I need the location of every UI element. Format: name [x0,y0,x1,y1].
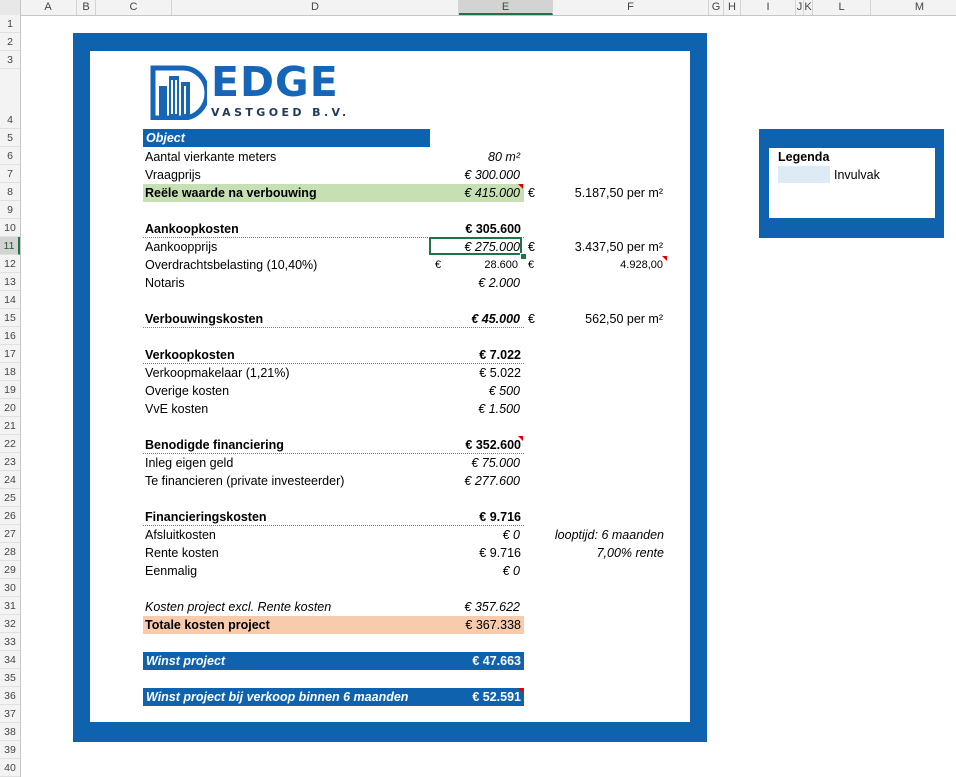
rente-percentage[interactable]: 7,00% rente [596,546,664,560]
column-header-d[interactable]: D [172,0,459,15]
aankoopkosten-total: € 305.600 [465,222,521,236]
row-header-27[interactable]: 27 [0,525,20,543]
column-header-bar [0,0,956,16]
fill-handle[interactable] [520,253,527,260]
verbouwingskosten-total[interactable]: € 45.000 [471,312,520,326]
aankoopprijs-per-m2: 3.437,50 per m² [574,240,663,254]
column-header-f[interactable]: F [553,0,709,15]
aankoopprijs-label: Aankoopprijs [145,240,218,254]
row-header-12[interactable]: 12 [0,255,20,273]
row-header-21[interactable]: 21 [0,417,20,435]
row-header-3[interactable]: 3 [0,51,20,69]
comment-indicator[interactable] [518,184,523,189]
logo [149,58,361,122]
comment-indicator[interactable] [662,256,667,261]
column-header-a[interactable]: A [20,0,77,15]
vve-value[interactable]: € 1.500 [478,402,520,416]
row-header-8[interactable]: 8 [0,183,20,201]
row-header-28[interactable]: 28 [0,543,20,561]
excl-rente-label: Kosten project excl. Rente kosten [145,600,332,614]
row-header-36[interactable]: 36 [0,687,20,705]
row-header-17[interactable]: 17 [0,345,20,363]
row-header-34[interactable]: 34 [0,651,20,669]
looptijd[interactable]: looptijd: 6 maanden [554,528,664,542]
column-header-c[interactable]: C [96,0,172,15]
notaris-label: Notaris [145,276,185,290]
row-header-6[interactable]: 6 [0,147,20,165]
object-header-bar [143,129,430,147]
row-header-2[interactable]: 2 [0,33,20,51]
column-header-m[interactable]: M [871,0,956,15]
vraagprijs-value[interactable]: € 300.000 [464,168,520,182]
column-header-e[interactable]: E [459,0,553,15]
ovb-currency: € [435,259,442,271]
m2-label: Aantal vierkante meters [145,150,277,164]
reele-waarde-value[interactable]: € 415.000 [464,186,520,200]
row-header-29[interactable]: 29 [0,561,20,579]
aankoopprijs-value[interactable]: € 275.000 [464,240,520,254]
row-header-10[interactable]: 10 [0,219,20,237]
row-header-4[interactable]: 4 [0,69,20,129]
row-header-5[interactable]: 5 [0,129,20,147]
afsluitkosten-label: Afsluitkosten [145,528,216,542]
m2-value[interactable]: 80 m² [488,150,520,164]
logo-word: EDGE [211,58,339,106]
verkoopkosten-total: € 7.022 [479,348,521,362]
column-header-l[interactable]: L [813,0,871,15]
row-header-22[interactable]: 22 [0,435,20,453]
row-header-bar [0,15,21,777]
afsluitkosten-value[interactable]: € 0 [502,528,520,542]
rente-value: € 9.716 [479,546,521,560]
object-header: Object [146,131,185,145]
row-header-39[interactable]: 39 [0,741,20,759]
row-header-18[interactable]: 18 [0,363,20,381]
comment-indicator[interactable] [518,688,523,693]
totale-kosten-value: € 367.338 [465,618,521,632]
logo-subtitle: VASTGOED B.V. [211,106,350,119]
rente-label: Rente kosten [145,546,219,560]
row-header-15[interactable]: 15 [0,309,20,327]
logo-building-icon [149,62,207,120]
excl-rente-value: € 357.622 [464,600,520,614]
financiering-header: Benodigde financiering [145,438,284,452]
row-header-14[interactable]: 14 [0,291,20,309]
row-header-26[interactable]: 26 [0,507,20,525]
aankoopkosten-header: Aankoopkosten [145,222,239,236]
column-header-g[interactable]: G [709,0,724,15]
row-header-20[interactable]: 20 [0,399,20,417]
aankoopprijs-currency: € [528,240,535,254]
row-header-24[interactable]: 24 [0,471,20,489]
eenmalig-label: Eenmalig [145,564,198,578]
comment-indicator[interactable] [518,436,523,441]
column-header-i[interactable]: I [741,0,796,15]
row-header-25[interactable]: 25 [0,489,20,507]
overige-label: Overige kosten [145,384,230,398]
ovb-value: 28.600 [484,259,518,271]
row-header-19[interactable]: 19 [0,381,20,399]
column-header-k[interactable]: K [804,1,812,13]
totale-kosten-label: Totale kosten project [145,618,270,632]
winst-value: € 47.663 [472,654,521,668]
select-all-corner[interactable] [0,0,21,15]
eenmalig-value[interactable]: € 0 [502,564,520,578]
makelaar-label: Verkoopmakelaar (1,21%) [145,366,290,380]
verbouw-currency: € [528,312,535,326]
column-header-h[interactable]: H [724,0,741,15]
row-header-13[interactable]: 13 [0,273,20,291]
reele-waarde-label: Reële waarde na verbouwing [145,186,317,200]
financiering-total: € 352.600 [465,438,521,452]
row-header-32[interactable]: 32 [0,615,20,633]
financieringskosten-header: Financieringskosten [145,510,267,524]
row-header-33[interactable]: 33 [0,633,20,651]
row-header-37[interactable]: 37 [0,705,20,723]
financieringskosten-total: € 9.716 [479,510,521,524]
te-financieren-label: Te financieren (private investeerder) [145,474,345,488]
vve-label: VvE kosten [145,402,209,416]
row-header-40[interactable]: 40 [0,759,20,777]
ovb-label: Overdrachtsbelasting (10,40%) [145,258,318,272]
overige-value[interactable]: € 500 [488,384,520,398]
vraagprijs-label: Vraagprijs [145,168,201,182]
ovb-per-m2: 4.928,00 [620,259,663,271]
row-header-7[interactable]: 7 [0,165,20,183]
row-header-35[interactable]: 35 [0,669,20,687]
legend-input-swatch [778,166,830,183]
row-header-1[interactable]: 1 [0,15,20,33]
inleg-value[interactable]: € 75.000 [471,456,520,470]
row-header-9[interactable]: 9 [0,201,20,219]
verbouwingskosten-header: Verbouwingskosten [145,312,264,326]
notaris-value[interactable]: € 2.000 [478,276,520,290]
column-header-b[interactable]: B [77,0,96,15]
legend-title: Legenda [778,150,830,164]
te-financieren-value: € 277.600 [464,474,520,488]
winst6-label: Winst project bij verkoop binnen 6 maanden [146,690,409,704]
verkoopkosten-header: Verkoopkosten [145,348,235,362]
makelaar-value: € 5.022 [479,366,521,380]
reele-per-m2: 5.187,50 per m² [574,186,663,200]
ovb-currency-2: € [528,259,535,271]
reele-currency: € [528,186,535,200]
row-header-30[interactable]: 30 [0,579,20,597]
verbouw-per-m2: 562,50 per m² [585,312,663,326]
row-header-31[interactable]: 31 [0,597,20,615]
inleg-label: Inleg eigen geld [145,456,234,470]
row-header-23[interactable]: 23 [0,453,20,471]
row-header-11[interactable]: 11 [0,237,20,255]
row-header-16[interactable]: 16 [0,327,20,345]
winst-label: Winst project [146,654,226,668]
row-header-38[interactable]: 38 [0,723,20,741]
column-header-j[interactable]: J [796,1,803,13]
winst6-value: € 52.591 [472,690,521,704]
legend-input-label: Invulvak [834,168,880,182]
